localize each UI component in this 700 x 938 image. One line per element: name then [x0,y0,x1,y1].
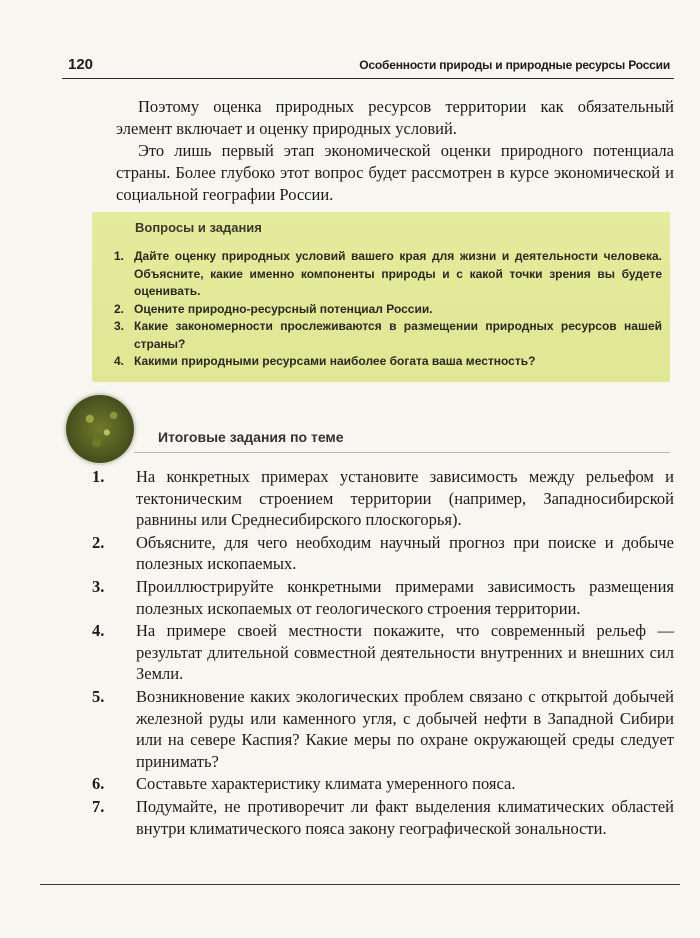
questions-box [92,212,670,382]
question-text: Дайте оценку природных условий вашего края для жизни и деятельности человека. Объясните, какие именно компоненты природы и с какой точки зрения вы будете оценивать. [134,249,662,298]
task-number: 5. [92,686,105,706]
question-text: Оцените природно-ресурсный потенциал России. [134,301,433,316]
task-text: На примере своей местности покажите, что современный рельеф — результат длительной совместной деятельности внутренних и внешних сил Земли. [136,621,674,684]
questions-title: Вопросы и задания [135,220,262,235]
task-text: Объясните, для чего необходим научный прогноз при поиске и добыче полезных ископаемых. [136,532,674,574]
intro-paragraph: Это лишь первый этап экономической оценки природного потенциала страны. Более глубоко этот вопрос будет рассмотрен в курсе экономической и социальной географии России. [116,141,674,204]
task-item [92,796,674,839]
task-number: 2. [92,532,105,552]
task-item [92,686,674,772]
questions-list [114,248,662,371]
question-item [114,248,662,301]
task-item [92,576,674,619]
question-text: Какими природными ресурсами наиболее богата ваша местность? [134,354,536,368]
task-text: На конкретных примерах установите зависимость между рельефом и тектоническим строением территории (например, Западносибирской равнины или Среднесибирского плоскогорья). [136,467,674,530]
intro-text [116,96,674,206]
section-divider [134,452,670,453]
question-number: 1. [114,249,125,263]
task-number: 7. [92,796,105,816]
footer-rule [40,884,680,885]
section-globe-icon [66,395,134,463]
task-number: 6. [92,774,105,794]
question-number: 2. [114,301,125,316]
page-number: 120 [68,56,94,73]
question-number: 3. [114,319,125,333]
final-tasks-title: Итоговые задания по теме [158,429,344,445]
question-item [114,353,662,371]
task-item [92,466,674,531]
question-text: Какие закономерности прослеживаются в размещении природных ресурсов нашей страны? [134,319,662,351]
question-number: 4. [114,354,125,368]
task-number: 3. [92,576,105,596]
task-item [92,773,674,795]
task-text: Подумайте, не противоречит ли факт выделения климатических областей внутри климатического пояса закону географической зональности. [136,796,674,838]
task-number: 4. [92,621,105,641]
running-head: Особенности природы и природные ресурсы России [359,58,670,72]
page-header [62,56,674,79]
final-tasks-list [92,466,674,840]
intro-paragraph: Поэтому оценка природных ресурсов территории как обязательный элемент включает и оценку природных условий. [116,97,674,138]
task-text: Возникновение каких экологических проблем связано с открытой добычей железной руды или каменного угля, с добычей нефти в Западной Сибири или на севере Каспия? Какие меры по охране окружающей среды следует принимать? [136,686,674,771]
question-item [114,318,662,353]
question-item [114,301,662,319]
task-text: Составьте характеристику климата умеренного пояса. [136,774,516,794]
task-number: 1. [92,467,105,486]
task-item [92,532,674,575]
task-item [92,620,674,685]
task-text: Проиллюстрируйте конкретными примерами зависимость размещения полезных ископаемых от геологического строения территории. [136,576,674,618]
